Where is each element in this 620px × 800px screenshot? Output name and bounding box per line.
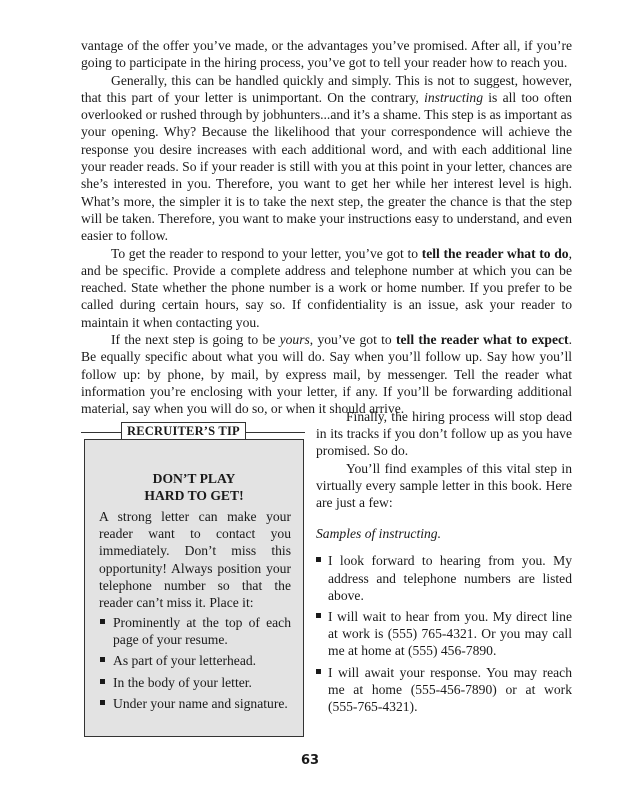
right-paragraph-1: Finally, the hiring process will stop dead in its tracks if you don’t follow up as you have promised. So do. bbox=[316, 409, 572, 459]
tip-list-item: Under your name and signature. bbox=[99, 695, 291, 712]
square-bullet-icon bbox=[316, 613, 321, 618]
paragraph-3: To get the reader to respond to your letter, you’ve got to tell the reader what to do, and be specific. Provide a complete address and telephone number at which you can be reached. State whether the phone number is a work or home number. If you prefer to be called during certain hours, say so. If confidentiality is an issue, ask your reader to maintain it when contacting you. bbox=[81, 245, 573, 330]
recruiter-tip-box bbox=[84, 439, 304, 737]
square-bullet-icon bbox=[100, 679, 105, 684]
tip-list-item: Prominently at the top of each page of your resume. bbox=[99, 614, 291, 648]
tip-list-item: As part of your letterhead. bbox=[99, 652, 291, 669]
tip-tab-label: RECRUITER’S TIP bbox=[121, 422, 246, 441]
emphasis-yours: yours bbox=[279, 332, 310, 348]
emphasis-tell-reader-what-to-expect: tell the reader what to expect bbox=[395, 332, 569, 348]
right-column bbox=[316, 408, 572, 719]
tip-heading: DON’T PLAY HARD TO GET! bbox=[144, 471, 244, 503]
square-bullet-icon bbox=[100, 700, 105, 705]
paragraph-4: If the next step is going to be yours, you’ve got to tell the reader what to expect. Be equally specific about what you will do. Say when you’ll follow up. Say how you’ll follow up: by phone, by mail, by express mail, by messenger. Tell the reader what information you’re enclosing with your letter, if any. If you’ll be forwarding additional material, say when you will do so, or when it should arrive. bbox=[81, 332, 572, 417]
square-bullet-icon bbox=[100, 657, 105, 662]
tip-list bbox=[99, 614, 291, 716]
sample-item: I will wait to hear from you. My direct line at work is (555) 765-4321. Or you may call me at home at (555) 456-7890. bbox=[316, 608, 572, 660]
square-bullet-icon bbox=[316, 557, 321, 562]
body-text bbox=[81, 37, 572, 418]
samples-label: Samples of instructing. bbox=[316, 526, 441, 542]
square-bullet-icon bbox=[100, 619, 105, 624]
tip-paragraph: A strong letter can make your reader want to contact you immediately. Don’t miss this opportunity! Always position your telephone number so that the reader can’t miss it. Place it: bbox=[99, 509, 291, 611]
page-number: 63 bbox=[300, 753, 320, 768]
emphasis-instructing: instructing bbox=[424, 89, 483, 105]
two-column-section bbox=[81, 409, 572, 724]
square-bullet-icon bbox=[316, 669, 321, 674]
paragraph-1: vantage of the offer you’ve made, or the advantages you’ve promised. After all, if you’re going to participate in the hiring process, you’ve got to tell your reader how to reach you. bbox=[81, 38, 572, 71]
sample-item: I look forward to hearing from you. My address and telephone numbers are listed above. bbox=[316, 552, 572, 604]
right-paragraph-2: You’ll find examples of this vital step in virtually every sample letter in this book. Here are just a few: bbox=[316, 460, 572, 511]
paragraph-2: Generally, this can be handled quickly and simply. This is not to suggest, however, that this part of your letter is unimportant. On the contrary, instructing is all too often overlooked or rushed through by jobhunters...and it’s a shame. This step is as important as your opening. Why? Because the likelihood that your correspondence will achieve the response you desire increases with each additional word, and with each additional line your reader reads. So if your reader is still with you at this point in your letter, chances are she’s interested in you. Therefore, you want to get her while her interest level is high. What’s more, the simpler it is to take the next step, the greater the chance is that the step will be taken. Therefore, you want to make your instructions easy to understand, and even easier to follow. bbox=[81, 72, 572, 244]
sample-list bbox=[316, 552, 572, 715]
emphasis-tell-reader-what-to-do: tell the reader what to do bbox=[421, 245, 569, 261]
sample-item: I will await your response. You may reach me at home (555-456-7890) or at work (555-765-4321). bbox=[316, 664, 572, 716]
tip-list-item: In the body of your letter. bbox=[99, 674, 291, 691]
